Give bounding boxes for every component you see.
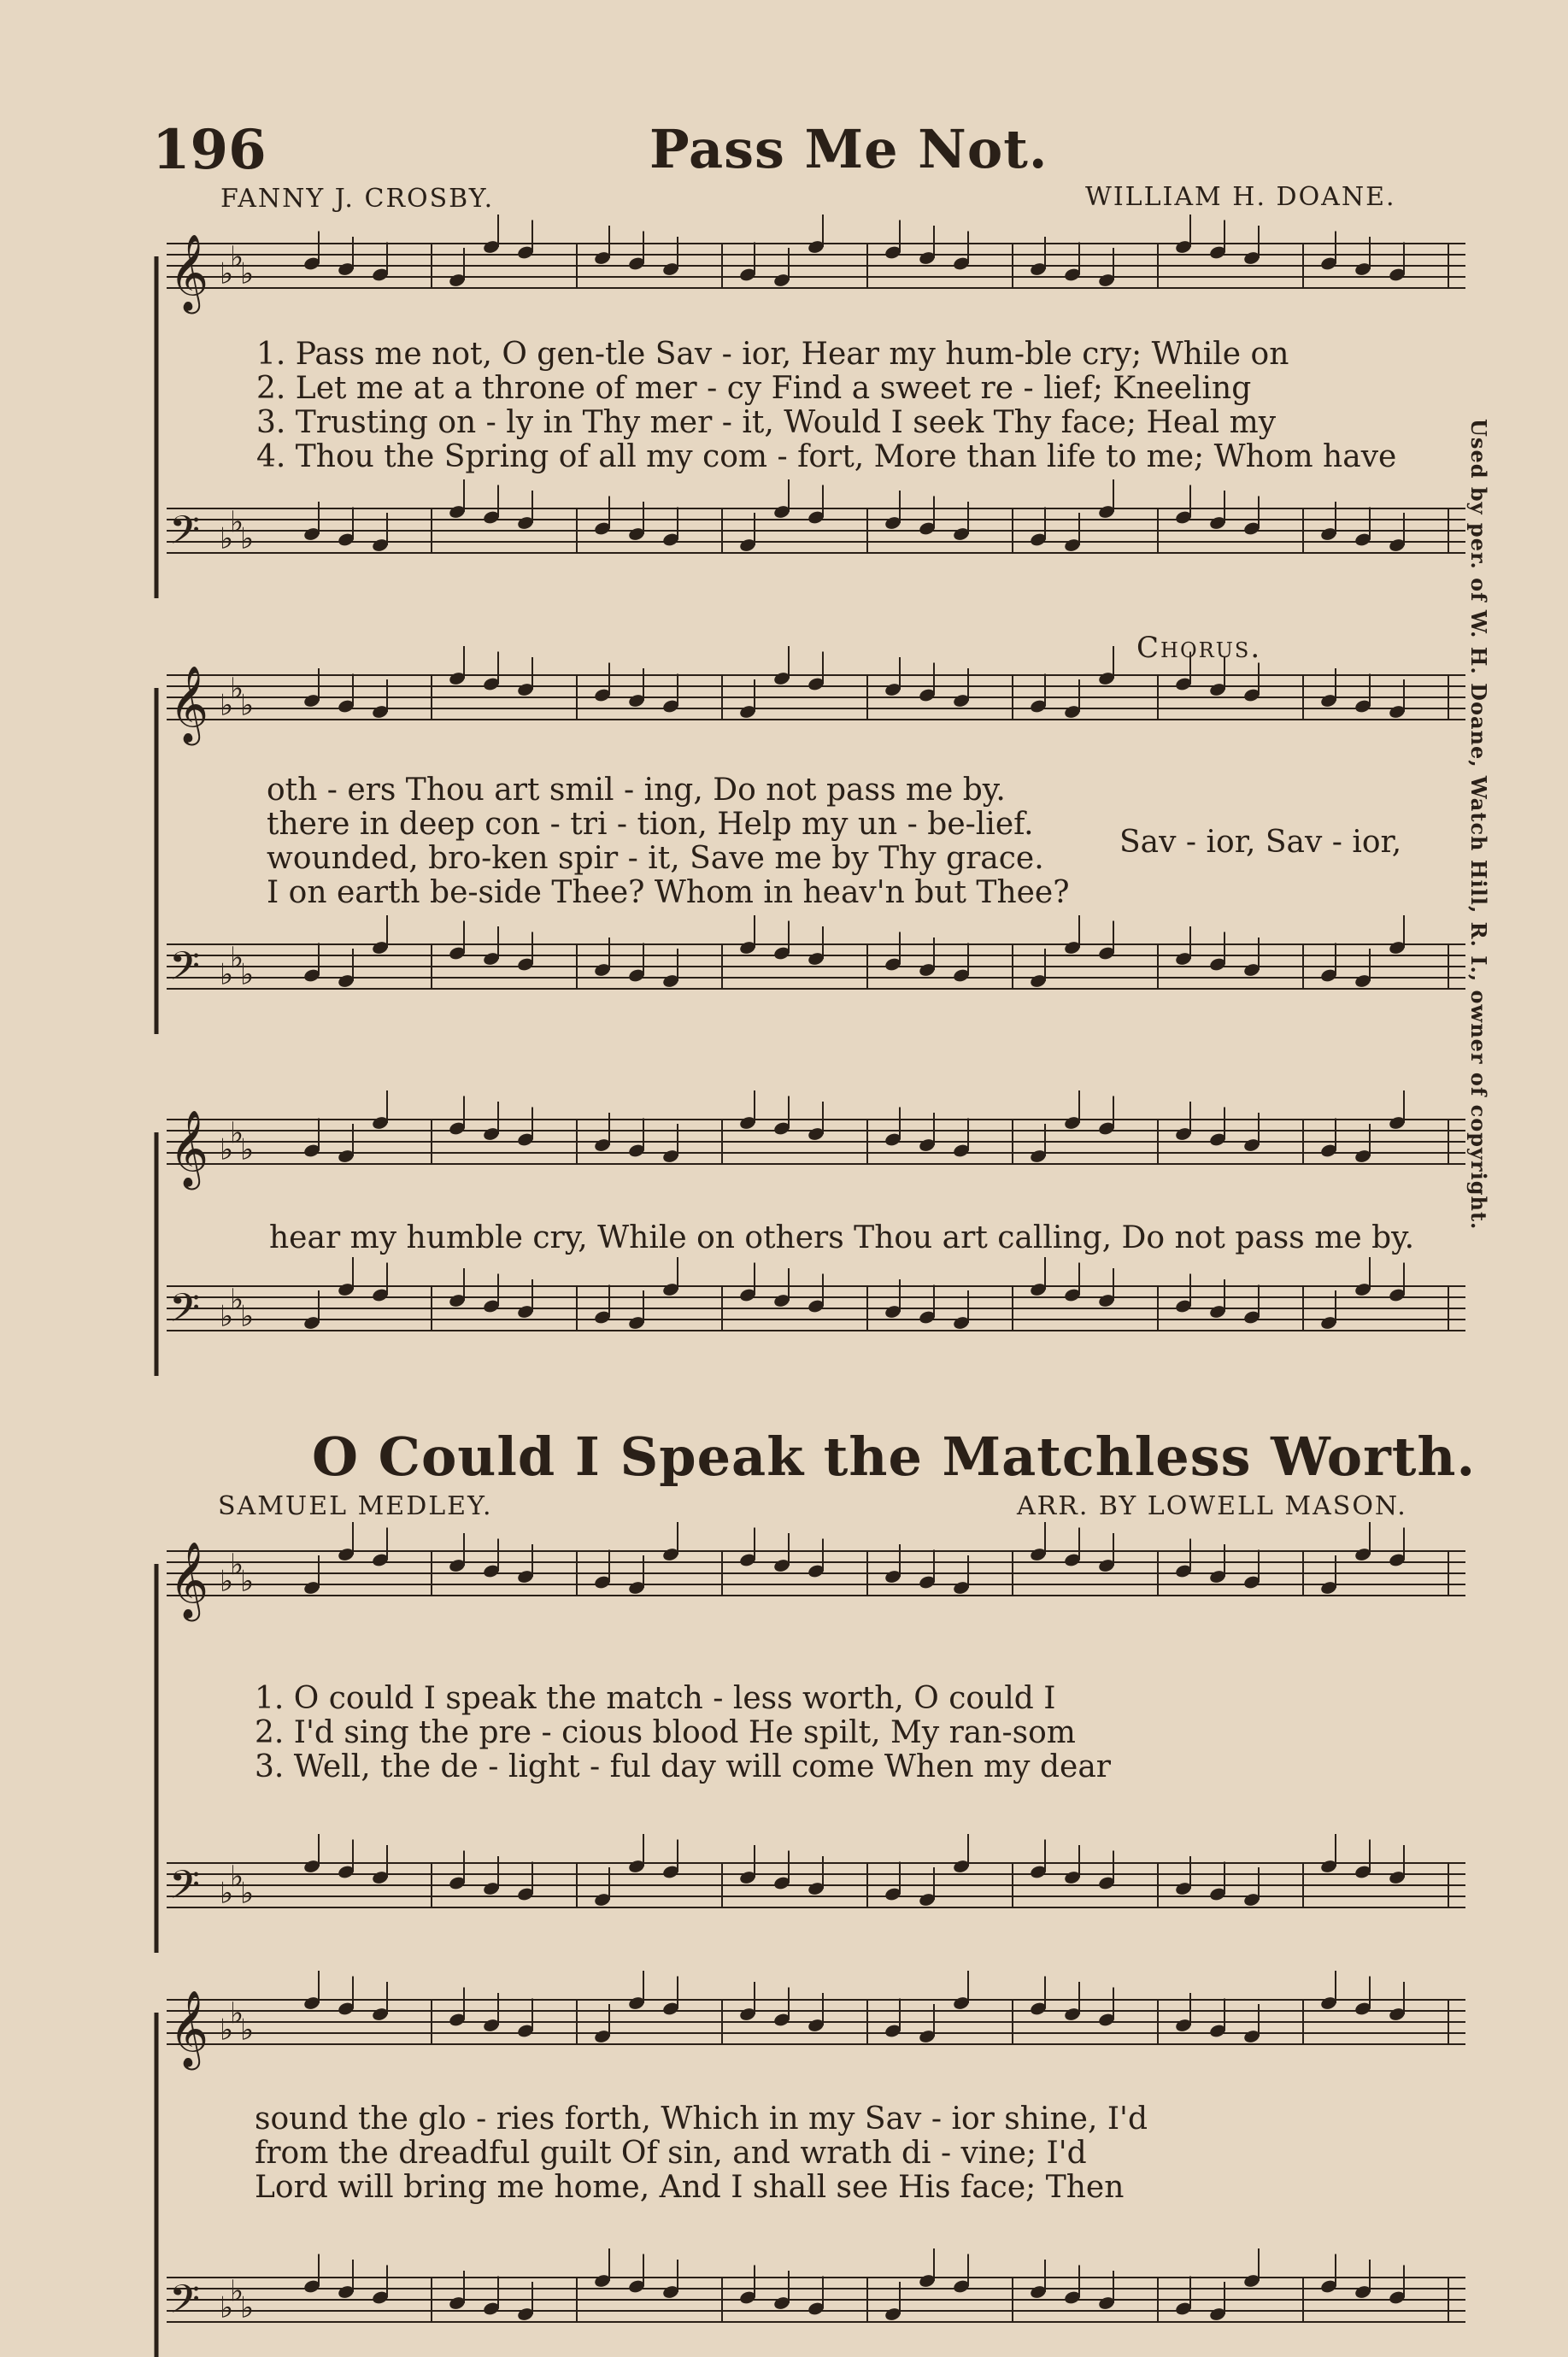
flat-sign: ♭ xyxy=(220,2290,234,2325)
lyric-line: I on earth be-side Thee? Whom in heav'n but Thee? xyxy=(267,875,1070,910)
chorus-words: Sav - ior, Sav - ior, xyxy=(1119,825,1402,860)
flat-sign: ♭ xyxy=(240,1132,255,1167)
flat-sign: ♭ xyxy=(220,256,234,291)
chorus-label: Chorus. xyxy=(1136,631,1262,665)
flat-sign: ♭ xyxy=(230,1116,244,1150)
flat-sign: ♭ xyxy=(240,2013,255,2048)
hymn2-section1-lyrics xyxy=(255,1682,1111,1784)
lyric-line: 4. Thou the Spring of all my com - fort, More than life to me; Whom have xyxy=(256,439,1397,474)
flat-sign: ♭ xyxy=(230,1548,244,1582)
flat-sign: ♭ xyxy=(220,1564,234,1599)
lyric-line: from the dreadful guilt Of sin, and wrath di - vine; I'd xyxy=(255,2136,1087,2171)
flat-sign: ♭ xyxy=(230,505,244,539)
flat-sign: ♭ xyxy=(220,1299,234,1334)
hymn1-composer: WILLIAM H. DOANE. xyxy=(1085,182,1396,212)
treble-clef: 𝄞 xyxy=(169,1110,209,1187)
lyric-line: Lord will bring me home, And I shall see His face; Then xyxy=(255,2170,1125,2205)
hymn1-title: Pass Me Not. xyxy=(649,118,1048,180)
flat-sign: ♭ xyxy=(230,1283,244,1317)
lyric-line: sound the glo - ries forth, Which in my Sav - ior shine, I'd xyxy=(255,2101,1148,2137)
flat-sign: ♭ xyxy=(240,1299,255,1334)
bass-clef: 𝄢 xyxy=(169,943,201,999)
bass-clef: 𝄢 xyxy=(169,508,201,563)
hymn2-author: SAMUEL MEDLEY. xyxy=(218,1491,493,1521)
lyric-line: 3. Trusting on - ly in Thy mer - it, Would I seek Thy face; Heal my xyxy=(256,405,1277,440)
treble-clef: 𝄞 xyxy=(169,666,209,743)
hymn1-author: FANNY J. CROSBY. xyxy=(220,184,495,214)
lyric-line: there in deep con - tri - tion, Help my un - be-lief. xyxy=(267,807,1034,842)
lyric-line: 1. O could I speak the match - less worth, O could I xyxy=(255,1681,1056,1716)
hymn1-section1-lyrics xyxy=(256,338,1396,474)
hymn1-section2-lyrics xyxy=(267,773,1070,910)
flat-sign: ♭ xyxy=(240,957,255,992)
flat-sign: ♭ xyxy=(230,1996,244,2031)
flat-sign: ♭ xyxy=(220,1132,234,1167)
lyric-line: oth - ers Thou art smil - ing, Do not pass me by. xyxy=(267,773,1006,808)
treble-clef: 𝄞 xyxy=(169,1990,209,2067)
lyric-line: 3. Well, the de - light - ful day will come When my dear xyxy=(255,1749,1111,1784)
bass-clef: 𝄢 xyxy=(169,2277,201,2332)
hymn2-title: O Could I Speak the Matchless Worth. xyxy=(312,1425,1477,1488)
hymn1-section3-lyrics: hear my humble cry, While on others Thou art calling, Do not pass me by. xyxy=(269,1220,1415,1255)
flat-sign: ♭ xyxy=(230,941,244,975)
copyright-note: Used by per. of W. H. Doane, Watch Hill, R. I., owner of copyright. xyxy=(1466,419,1491,1231)
flat-sign: ♭ xyxy=(220,957,234,992)
flat-sign: ♭ xyxy=(220,688,234,723)
flat-sign: ♭ xyxy=(240,256,255,291)
lyric-line: wounded, bro-ken spir - it, Save me by Thy grace. xyxy=(267,841,1044,876)
treble-clef: 𝄞 xyxy=(169,1542,209,1619)
hymn2-composer: ARR. BY LOWELL MASON. xyxy=(1017,1491,1407,1521)
flat-sign: ♭ xyxy=(240,1564,255,1599)
flat-sign: ♭ xyxy=(240,2290,255,2325)
flat-sign: ♭ xyxy=(230,240,244,274)
flat-sign: ♭ xyxy=(230,2274,244,2308)
hymn2-section2-lyrics xyxy=(255,2102,1148,2205)
lyric-line: 2. I'd sing the pre - cious blood He spilt, My ran-som xyxy=(255,1715,1076,1750)
flat-sign: ♭ xyxy=(230,1860,244,1894)
lyric-line: 1. Pass me not, O gen-tle Sav - ior, Hear my hum-ble cry; While on xyxy=(256,337,1289,372)
lyric-line: 2. Let me at a throne of mer - cy Find a sweet re - lief; Kneeling xyxy=(256,371,1252,406)
flat-sign: ♭ xyxy=(220,521,234,556)
flat-sign: ♭ xyxy=(220,1876,234,1911)
treble-clef: 𝄞 xyxy=(169,234,209,311)
page-number: 196 xyxy=(152,118,267,182)
bass-clef: 𝄢 xyxy=(169,1285,201,1341)
flat-sign: ♭ xyxy=(230,672,244,706)
flat-sign: ♭ xyxy=(240,1876,255,1911)
flat-sign: ♭ xyxy=(240,688,255,723)
bass-clef: 𝄢 xyxy=(169,1862,201,1918)
flat-sign: ♭ xyxy=(220,2013,234,2048)
flat-sign: ♭ xyxy=(240,521,255,556)
